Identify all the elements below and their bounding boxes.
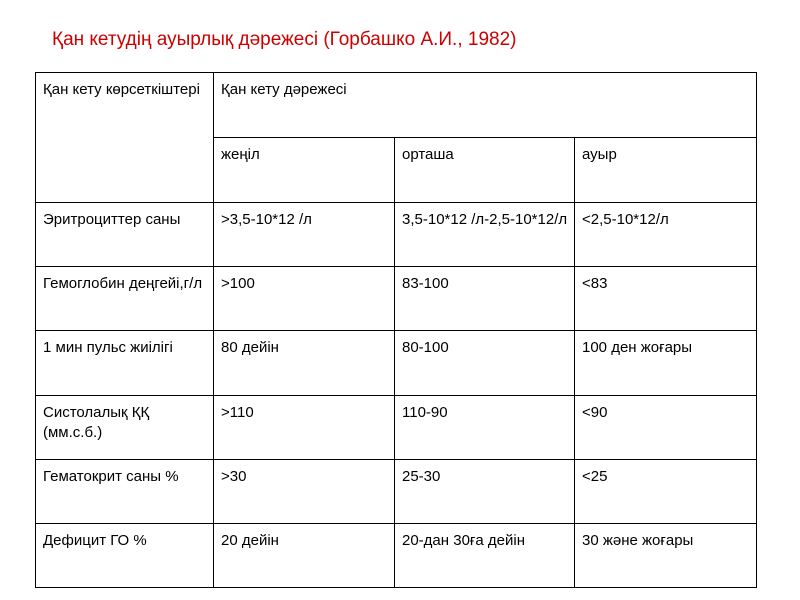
table-cell: 83-100 [395,267,575,331]
table-row [36,203,757,267]
table-cell: <90 [575,396,757,460]
table-row [36,267,757,331]
table-cell: 100 ден жоғары [575,331,757,396]
row-label: Гематокрит саны % [36,460,214,524]
subheader-mild: жеңіл [214,138,395,203]
table-row [36,524,757,588]
corner-header-cell: Қан кету көрсеткіштері [36,73,214,203]
row-label: Дефицит ГО % [36,524,214,588]
row-label: Гемоглобин деңгейі,г/л [36,267,214,331]
table-cell: <83 [575,267,757,331]
table-cell: >100 [214,267,395,331]
table-row [36,460,757,524]
table-cell: 110-90 [395,396,575,460]
row-label: Систолалық ҚҚ (мм.с.б.) [36,396,214,460]
table-row [36,331,757,396]
table-cell: 25-30 [395,460,575,524]
table-cell: >3,5-10*12 /л [214,203,395,267]
table-row [36,396,757,460]
table-cell: 80 дейін [214,331,395,396]
subheader-severe: ауыр [575,138,757,203]
table-cell: <25 [575,460,757,524]
table-cell: <2,5-10*12/л [575,203,757,267]
bleeding-severity-table [35,72,757,588]
table-cell: >30 [214,460,395,524]
table-cell: 3,5-10*12 /л-2,5-10*12/л [395,203,575,267]
table-cell: 30 және жоғары [575,524,757,588]
subheader-moderate: орташа [395,138,575,203]
table-cell: 80-100 [395,331,575,396]
table-cell: >110 [214,396,395,460]
page-title: Қан кетудің ауырлық дәрежесі (Горбашко А.И., 1982) [52,29,517,50]
table-cell: 20-дан 30ға дейін [395,524,575,588]
row-label: Эритроциттер саны [36,203,214,267]
group-header-cell: Қан кету дәрежесі [214,73,757,138]
row-label: 1 мин пульс жиілігі [36,331,214,396]
table-header-row [36,73,757,138]
table-cell: 20 дейін [214,524,395,588]
